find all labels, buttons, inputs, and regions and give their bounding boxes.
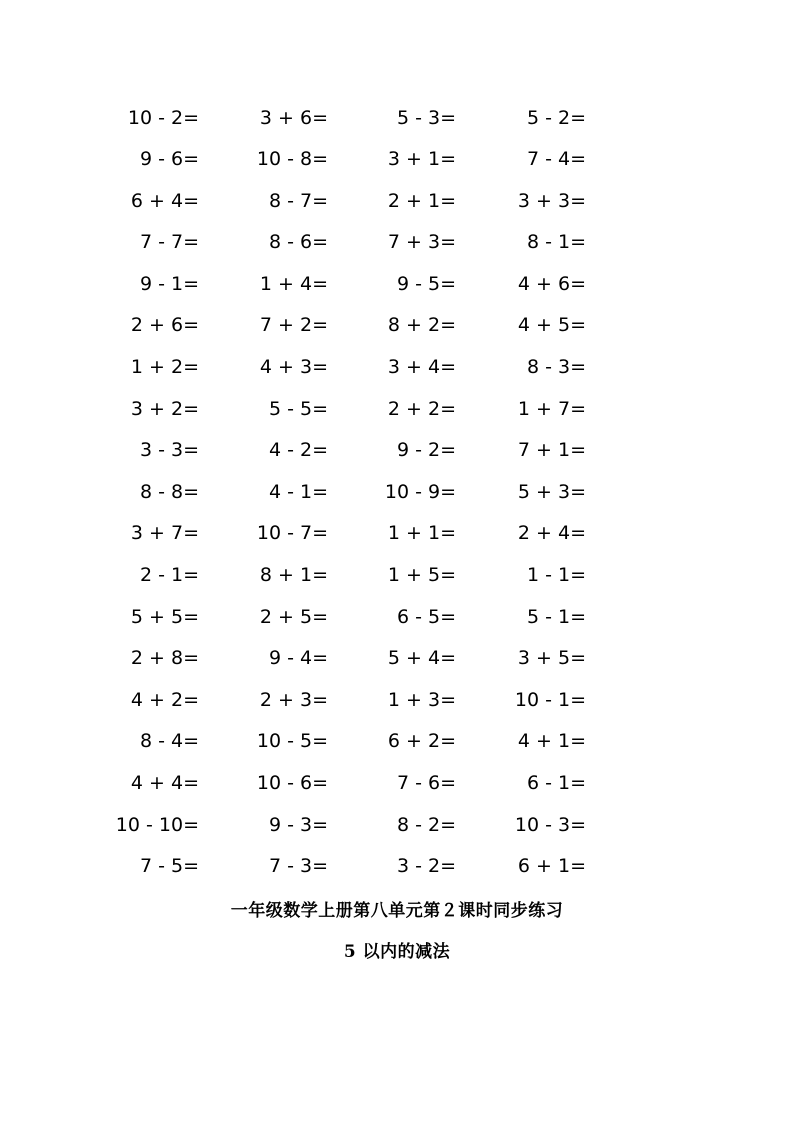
arithmetic-problem: 3 + 2=	[130, 397, 199, 420]
problem-row	[0, 597, 794, 639]
arithmetic-problem: 6 + 4=	[130, 189, 199, 212]
arithmetic-problem: 3 + 1=	[387, 148, 456, 171]
arithmetic-problem: 7 - 4=	[526, 148, 586, 171]
problem-row	[0, 181, 794, 223]
arithmetic-problem: 7 + 1=	[517, 439, 586, 462]
arithmetic-problem: 4 + 4=	[130, 772, 199, 794]
problem-row	[0, 555, 794, 597]
problem-row	[0, 389, 794, 431]
arithmetic-problem: 2 + 8=	[130, 647, 199, 670]
arithmetic-problem: 2 - 1=	[139, 564, 199, 587]
arithmetic-problem: 10 - 9=	[384, 480, 456, 503]
arithmetic-problem: 1 + 7=	[517, 397, 586, 420]
arithmetic-problem: 10 - 6=	[256, 772, 328, 794]
arithmetic-problem: 7 - 5=	[139, 855, 199, 878]
arithmetic-problem: 6 + 2=	[387, 730, 456, 753]
arithmetic-problem: 8 - 8=	[139, 480, 199, 503]
arithmetic-problem: 9 - 2=	[396, 439, 456, 462]
arithmetic-problem: 1 + 3=	[387, 688, 456, 711]
arithmetic-problem: 1 + 4=	[259, 272, 328, 295]
arithmetic-problem: 1 - 1=	[526, 564, 586, 587]
arithmetic-problem: 4 + 1=	[517, 730, 586, 753]
arithmetic-problem: 6 - 1=	[526, 772, 586, 794]
arithmetic-problem: 10 - 10=	[115, 813, 199, 836]
arithmetic-problem: 1 + 2=	[130, 356, 199, 379]
problem-row	[0, 222, 794, 264]
arithmetic-problem: 8 + 2=	[387, 314, 456, 337]
arithmetic-problem: 3 - 3=	[139, 439, 199, 462]
arithmetic-problem: 7 - 6=	[396, 772, 456, 794]
arithmetic-problem: 10 - 7=	[256, 522, 328, 545]
arithmetic-problem: 7 + 3=	[387, 231, 456, 254]
problem-row	[0, 805, 794, 847]
problem-row	[0, 763, 794, 805]
arithmetic-problem: 3 + 6=	[259, 106, 328, 129]
arithmetic-problem: 2 + 2=	[387, 397, 456, 420]
arithmetic-problem: 10 - 8=	[256, 148, 328, 171]
worksheet-title: 一年级数学上册第八单元第２课时同步练习	[230, 901, 564, 921]
problem-row	[0, 139, 794, 181]
arithmetic-problem: 8 - 1=	[526, 231, 586, 254]
problem-row	[0, 430, 794, 472]
arithmetic-problem: 5 - 2=	[526, 106, 586, 129]
arithmetic-problem: 8 + 1=	[259, 564, 328, 587]
arithmetic-problem: 2 + 6=	[130, 314, 199, 337]
problem-row	[0, 98, 794, 140]
problem-row	[0, 846, 794, 888]
arithmetic-problem: 4 - 1=	[268, 480, 328, 503]
arithmetic-problem: 4 + 5=	[517, 314, 586, 337]
arithmetic-problem: 8 - 3=	[526, 356, 586, 379]
arithmetic-problem: 5 - 3=	[396, 106, 456, 129]
arithmetic-problem: 3 + 4=	[387, 356, 456, 379]
arithmetic-problem: 3 - 2=	[396, 855, 456, 878]
arithmetic-problem: 4 + 6=	[517, 272, 586, 295]
arithmetic-problem: 7 - 7=	[139, 231, 199, 254]
arithmetic-problem: 3 + 3=	[517, 189, 586, 212]
arithmetic-problem: 5 - 1=	[526, 605, 586, 628]
arithmetic-problem: 5 + 4=	[387, 647, 456, 670]
arithmetic-problem: 4 + 3=	[259, 356, 328, 379]
arithmetic-problem: 2 + 1=	[387, 189, 456, 212]
problem-row	[0, 472, 794, 514]
arithmetic-problem: 6 - 5=	[396, 605, 456, 628]
arithmetic-problem: 2 + 3=	[259, 688, 328, 711]
arithmetic-problem: 5 + 5=	[130, 605, 199, 628]
arithmetic-problem: 4 + 2=	[130, 688, 199, 711]
arithmetic-problem: 9 - 6=	[139, 148, 199, 171]
arithmetic-problem: 4 - 2=	[268, 439, 328, 462]
arithmetic-problem: 10 - 5=	[256, 730, 328, 753]
arithmetic-problem: 2 + 5=	[259, 605, 328, 628]
arithmetic-problem: 1 + 5=	[387, 564, 456, 587]
arithmetic-problem: 5 - 5=	[268, 397, 328, 420]
problem-row	[0, 721, 794, 763]
worksheet-subtitle: 5 以内的减法	[343, 942, 451, 962]
problem-row	[0, 347, 794, 389]
arithmetic-problem: 10 - 3=	[514, 813, 586, 836]
problem-row	[0, 305, 794, 347]
arithmetic-problem: 9 - 4=	[268, 647, 328, 670]
problem-row	[0, 680, 794, 722]
arithmetic-problem: 9 - 3=	[268, 813, 328, 836]
arithmetic-problem: 8 - 6=	[268, 231, 328, 254]
arithmetic-problem: 8 - 4=	[139, 730, 199, 753]
arithmetic-problem: 1 + 1=	[387, 522, 456, 545]
arithmetic-problem: 2 + 4=	[517, 522, 586, 545]
problem-row	[0, 264, 794, 306]
arithmetic-problem: 9 - 5=	[396, 272, 456, 295]
problem-row	[0, 638, 794, 680]
arithmetic-problem: 10 - 2=	[127, 106, 199, 129]
arithmetic-problem: 8 - 7=	[268, 189, 328, 212]
arithmetic-problem: 9 - 1=	[139, 272, 199, 295]
arithmetic-problem: 7 + 2=	[259, 314, 328, 337]
arithmetic-problem: 5 + 3=	[517, 480, 586, 503]
arithmetic-problem: 3 + 7=	[130, 522, 199, 545]
problem-row	[0, 513, 794, 555]
arithmetic-problem: 8 - 2=	[396, 813, 456, 836]
arithmetic-problem: 3 + 5=	[517, 647, 586, 670]
arithmetic-problem: 10 - 1=	[514, 688, 586, 711]
arithmetic-problem-grid	[0, 98, 794, 888]
arithmetic-problem: 7 - 3=	[268, 855, 328, 878]
arithmetic-problem: 6 + 1=	[517, 855, 586, 878]
